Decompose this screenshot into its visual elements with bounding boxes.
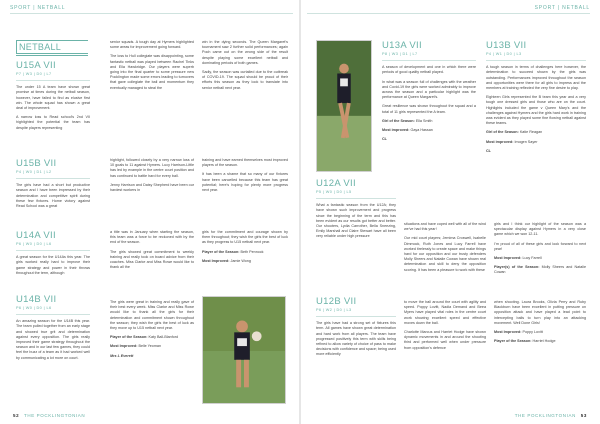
girl-of-season [486, 130, 586, 135]
u15a-continued-2 [202, 40, 288, 95]
paragraph: The girls were great in training and really gave of their best every week. Miss Clarke and Miss Rowe would like to thank all the girls for their determination and commitment shown throughout the season; they wish the girls the best of luck as they move up to U15 netball next year. [110, 300, 194, 331]
u12a-continued [404, 222, 486, 277]
u12b-continued-2 [494, 300, 586, 348]
player-body [337, 74, 351, 104]
section-record: P8 | W3 | D1 | L7 [382, 52, 418, 56]
paragraph: The girls have had a short but productive season and I have been impressed by their determination and competitive spirit during these few fixtures. Home victory against Read School was a great [16, 183, 90, 209]
paragraph: situations and have coped well with all of the wind we’ve had this year! [404, 222, 486, 232]
signature: Mrs L Everett [110, 353, 134, 358]
paragraph: Eighteen Girls represented the B team this year and a very tough one dressed girls and those who are on the court. Highlights included the game v Queen Mary’s and the challenges against Hymers and the girls hard work in training was evident as they played some fine flowing netball against these teams. [486, 95, 586, 126]
player-bib [237, 338, 247, 346]
label: Most Improved: [494, 330, 522, 335]
player-head [236, 321, 248, 333]
value: Lucy Farrell [522, 256, 542, 261]
paragraph: girls and I think our highlight of the season was a spectacular display against Hymers in a very close game which we won 12-11. [494, 222, 586, 237]
paragraph: It has been a shame that so many of our fixtures have been cancelled because this team has great potential; here’s hoping for plenty more progress next year. [202, 172, 288, 193]
section-record: P6 | W0 | D0 | L6 [16, 306, 52, 310]
netball-player-photo [316, 40, 372, 172]
section-rule [486, 60, 586, 61]
paragraph: to move the ball around the court with agility and speed. Poppy Lovitt, Nadia Demand and Beea Myers have played vital roles in the centre court work showing excellent speed and effective moves down the ball. [404, 300, 486, 325]
paragraph: The loss to Hull collegiate was disappointing, some fantastic netball was played between Rachel Tinks and Ella Hawkridge. Our players were superb going into the final quarter to some pressure new Pocklington made some errors leading to turnovers that gave collegiate the ball and momentum they eventually managed to steal the [110, 54, 194, 90]
u12a-section [316, 178, 396, 244]
u13a-section [382, 40, 476, 146]
section-title: U14B VII [16, 294, 57, 305]
header-rule-left [10, 13, 293, 14]
value: Harriet Hodge [532, 339, 556, 344]
player-of-season [202, 250, 288, 255]
label: Girl of the Season: [382, 118, 415, 123]
paragraph: A great season for the U14As this year. The girls worked really hard to improve their game strategy and power in their throws throughout the term, although [16, 255, 90, 275]
u14a-continued-2 [202, 230, 288, 268]
paragraph: I’m proud of all of these girls and look forward to next year! [494, 241, 586, 251]
paragraph: Charlotte Marcus and Harriet Hodge have shown dynamic movements in and around the shooting third and performed well when under pressure from opposition’s defence [404, 330, 486, 350]
player-leg [244, 360, 249, 387]
paragraph: A narrow loss to Read school’s 2nd VII highlighted the potential the team has despite players representing [16, 115, 90, 130]
value: Jamie Wong [230, 258, 251, 263]
paragraph: A season of development and one in which there were periods of good quality netball played. [382, 65, 476, 75]
section-record: P6 | W2 | D0 | L3 [316, 308, 352, 312]
label: Most Improved: [494, 256, 522, 261]
player-leg [236, 360, 241, 387]
paragraph: Our mid court players; Jemima Croswell, Isabelle Dimmock, Ruth Jones and Lucy Farrell have worked tirelessly to create space and make things hard for our opposition and our trusty defenders Molly Sheers and Natalie Cowan have shown real determination and skill to deny the opposition scoring. It has been a pleasure to work with these [404, 236, 486, 272]
label: Most improved: [486, 139, 514, 144]
most-improved [110, 344, 194, 349]
paragraph: win in the dying seconds. The Queen Margaret’s tournament saw 2 further solid performances; again Poch came out on the wrong side of the result despite playing some excellent netball and dominating periods of both games. [202, 40, 288, 65]
section-rule [16, 178, 90, 179]
page-number: 53 [580, 413, 587, 418]
u13b-section [486, 40, 586, 158]
section-rule [16, 314, 90, 315]
paragraph: Jenny Harrison and Daisy Shepherd have been our hardest workers in [110, 182, 194, 193]
paragraph: highlight, followed closely by a very narrow loss of 10 goals to 11 against Hymers. Lucy Harrison-Little has led by example in the centre court position and has continued to battle hard for every ball. [110, 158, 194, 178]
photo-illustration [203, 297, 285, 403]
section-rule [16, 250, 90, 251]
player-of-season [494, 339, 586, 344]
section-title: U13B VII [486, 40, 527, 51]
u14a-section [16, 230, 90, 280]
player-bib [340, 78, 348, 86]
publication-name: THE POCKLINGTONIAN [24, 413, 86, 418]
section-title: U14A VII [16, 230, 56, 241]
section-record: P6 | W0 | D0 | L6 [16, 242, 52, 246]
label: Player of the Season: [494, 339, 532, 344]
value: Ella Smith [415, 118, 433, 123]
value: Molly Sheers and Natalie Cowan [494, 265, 586, 275]
section-rule [16, 80, 90, 81]
label: Most Improved: [110, 344, 138, 349]
folio-right [515, 413, 590, 418]
folio-left [10, 413, 85, 418]
label: Player(s) of the Season: [494, 265, 540, 270]
label: Most improved: [382, 128, 410, 133]
u14b-section [16, 294, 90, 365]
paragraph: What a fantastic season from the U12A; they have shown such improvement and progress since the beginning of the term and this has been evident as our results got better and better. Our shooters, Lydia Carrother, Bella Sneezing, Emily Marshall and Claire Stewart have all been very reliable under high pressure [316, 203, 396, 239]
section-title: U15B VII [16, 158, 57, 169]
value: Poppy Lovitt [522, 330, 543, 335]
section-record: P4 | W1 | D0 | L3 [486, 52, 522, 56]
page-number: 52 [13, 413, 20, 418]
u12b-section [316, 296, 396, 362]
running-head-right: SPORT | NETBALL [534, 5, 590, 11]
section-rule [316, 316, 396, 317]
u14b-continued [110, 300, 194, 363]
most-improved [486, 140, 586, 145]
section-title: U12B VII [316, 296, 357, 307]
paragraph: senior squads. A tough day at Hymers highlighted some areas for improvement going forward. [110, 40, 194, 50]
paragraph: In what was a season full of challenges with the weather and Covid-19 the girls were worked admirably to improve across the season and a particular highlight was the performance at Queen Margaret’s. [382, 79, 476, 100]
value: Belle Yeoman [138, 344, 162, 349]
paragraph: when shooting. Laura Brooks, Olivia Perry and Ruby Blackburn have been excellent in putting pressure on opposition attack and have played a lead point to intercepting balls to turn play into an attacking movement. Well Done Girls! [494, 300, 586, 325]
publication-name: THE POCKLINGTONIAN [514, 413, 576, 418]
section-record: P4 | W0 | D1 | L2 [16, 170, 52, 174]
most-improved [382, 128, 476, 133]
value: Katy Ball-Blanford [148, 335, 179, 340]
u15b-continued-2 [202, 158, 288, 197]
value: Gaya Hassan [410, 128, 433, 133]
u15b-section [16, 158, 90, 213]
girl-of-season [382, 119, 476, 124]
most-improved [494, 256, 586, 261]
netball-player-photo [202, 296, 286, 404]
u15b-continued [110, 158, 194, 197]
section-title: U15A VII [16, 60, 56, 71]
u12b-continued [404, 300, 486, 355]
section-rule [382, 60, 476, 61]
paragraph: The girls have had a strong set of fixtures this term. All games have shown great determination and hard work from all players. The team have progressed positively this term with skills being refined to allow variety of choice of pass to make decisions with confidence and space; being used more efficiently [316, 321, 396, 357]
label: Girl of the Season: [486, 130, 519, 135]
section-record: P7 | W3 | D0 | L7 [16, 72, 52, 76]
paragraph: training and have earned themselves most improved players of the season. [202, 158, 288, 168]
paragraph: The under 15 A team have shown great promise at times during the netball season, however, have failed to find as elusive first win. The whole squad has shown a great deal of improvement. [16, 85, 90, 111]
paragraph: Great resilience was shown throughout the squad and a total of 11 girls represented the A team. [382, 104, 476, 114]
u15a-continued [110, 40, 194, 95]
most-improved [202, 259, 288, 264]
photo-illustration [317, 41, 371, 171]
value: Katie Reagan [519, 130, 543, 135]
header-rule-right [307, 13, 590, 14]
section-title: U12A VII [316, 178, 356, 189]
section-rule [316, 198, 396, 199]
netball-title-rule [16, 55, 88, 56]
paragraph: The girls showed great commitment to weekly training and really took on board advice from their coaches. Miss Clarke and Miss Rowe would like to thank all the [110, 249, 194, 270]
player-of-season [494, 265, 586, 275]
most-improved [494, 330, 586, 335]
value: Beth Pennock [240, 249, 264, 254]
section-title: U13A VII [382, 40, 422, 51]
label: Most Improved: [202, 258, 230, 263]
section-record: P5 | W0 | D0 | L5 [316, 190, 352, 194]
player-body [234, 332, 250, 359]
u15a-section [16, 60, 90, 135]
paragraph: A tough season in terms of challenges here however, the determination to succeed shown by the girls was outstanding. Performances improved throughout the season and opportunities were there for all girls to impress and the members at training reflected the very fine desire to play. [486, 65, 586, 91]
page-gutter [299, 0, 301, 424]
label: Player of the Season: [202, 249, 240, 254]
initials: CL [382, 137, 387, 142]
label: Player of the Season: [110, 335, 148, 340]
paragraph: Sadly, the season was curtailed due to the outbreak of COVID-19. The squad should be proud of their efforts this season as they look to translate into senior netball next year. [202, 70, 288, 90]
initials: CL [486, 148, 491, 153]
u14a-continued [110, 230, 194, 274]
netball-title: NETBALL [16, 40, 88, 54]
running-head-left: SPORT | NETBALL [10, 5, 66, 11]
paragraph: girls for the commitment and courage shown by them throughout; they wish the girls the best of luck as they progress to U15 netball next year. [202, 230, 288, 245]
u12a-continued-2 [494, 222, 586, 280]
netball [252, 331, 262, 341]
value: Imogen Sayer [514, 139, 538, 144]
paragraph: a title was in January when starting the season, this team was a force to be reckoned with by the end of the season. [110, 230, 194, 245]
player-of-season [110, 335, 194, 340]
player-head [339, 64, 349, 74]
paragraph: An amazing season for the U14B this year. The team pulled together from an early stage and showed true grit and determination against every opposition. The girls really improved their game strategy throughout the season and in our last few games, they could feel the buzz of a team as it had worked well by communicating a lot more on court. [16, 319, 90, 360]
